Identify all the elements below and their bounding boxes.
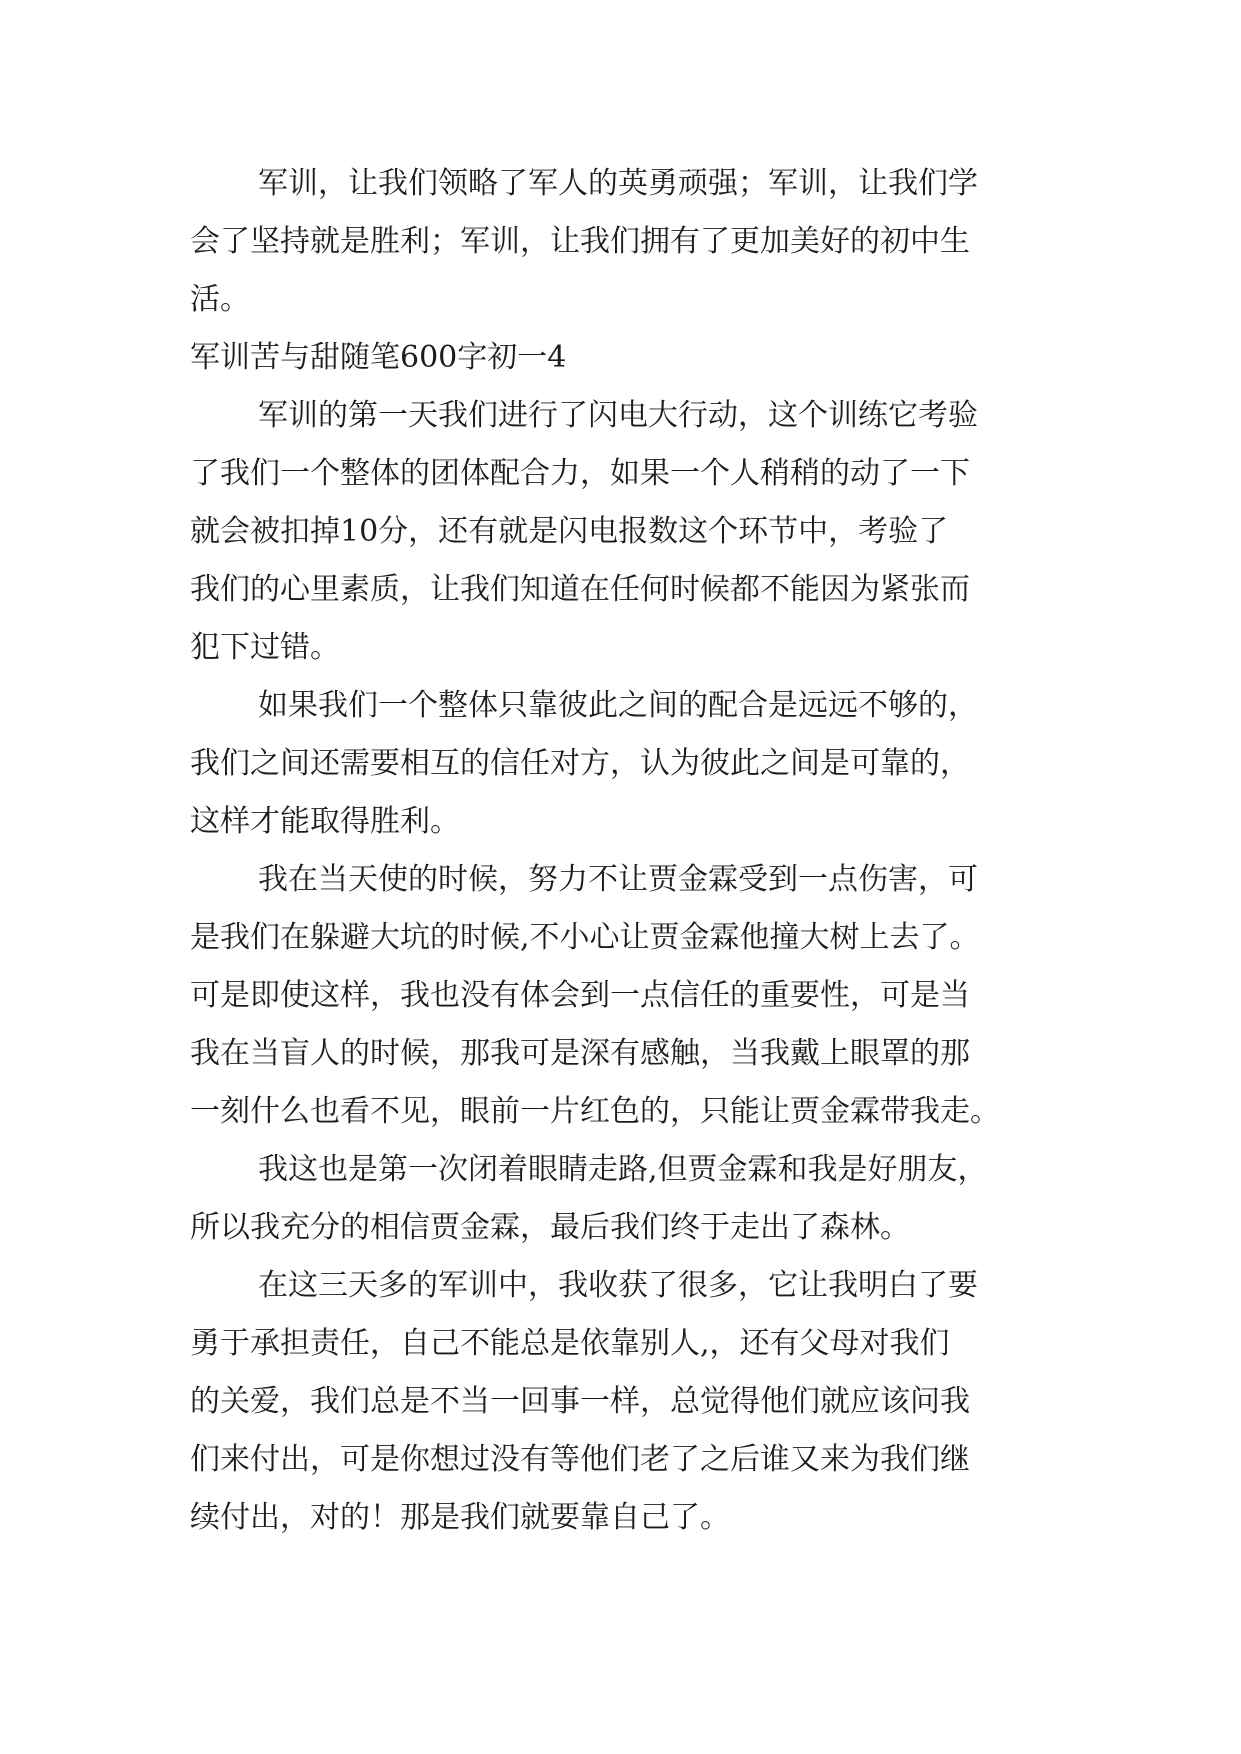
paragraph-6-line-4: 们来付出，可是你想过没有等他们老了之后谁又来为我们继 [190, 1442, 970, 1477]
paragraph-5-line-1: 我这也是第一次闭着眼睛走路,但贾金霖和我是好朋友， [258, 1152, 988, 1187]
paragraph-1-line-3: 活。 [190, 282, 250, 317]
paragraph-2-line-4: 我们的心里素质，让我们知道在任何时候都不能因为紧张而 [190, 572, 970, 607]
paragraph-5-line-2: 所以我充分的相信贾金霖，最后我们终于走出了森林。 [190, 1210, 910, 1245]
paragraph-4-line-2: 是我们在躲避大坑的时候,不小心让贾金霖他撞大树上去了。 [190, 920, 980, 955]
paragraph-4-line-4: 我在当盲人的时候，那我可是深有感触，当我戴上眼罩的那 [190, 1036, 970, 1071]
paragraph-1-line-2: 会了坚持就是胜利；军训，让我们拥有了更加美好的初中生 [190, 224, 970, 259]
paragraph-6-line-2: 勇于承担责任，自己不能总是依靠别人,，还有父母对我们 [190, 1326, 950, 1361]
paragraph-4-line-3: 可是即使这样，我也没有体会到一点信任的重要性，可是当 [190, 978, 970, 1013]
paragraph-2-line-1: 军训的第一天我们进行了闪电大行动，这个训练它考验 [258, 398, 978, 433]
section-heading: 军训苦与甜随笔600字初一4 [190, 340, 567, 375]
paragraph-6-line-3: 的关爱，我们总是不当一回事一样，总觉得他们就应该问我 [190, 1384, 970, 1419]
paragraph-2-line-3: 就会被扣掉10分，还有就是闪电报数这个环节中，考验了 [190, 514, 949, 549]
paragraph-6-line-1: 在这三天多的军训中，我收获了很多，它让我明白了要 [258, 1268, 978, 1303]
paragraph-4-line-1: 我在当天使的时候，努力不让贾金霖受到一点伤害，可 [258, 862, 978, 897]
paragraph-3-line-1: 如果我们一个整体只靠彼此之间的配合是远远不够的， [258, 688, 978, 723]
paragraph-6-line-5: 续付出，对的！那是我们就要靠自己了。 [190, 1500, 730, 1535]
paragraph-1-line-1: 军训，让我们领略了军人的英勇顽强；军训，让我们学 [258, 166, 978, 201]
paragraph-2-line-2: 了我们一个整体的团体配合力，如果一个人稍稍的动了一下 [190, 456, 970, 491]
paragraph-3-line-3: 这样才能取得胜利。 [190, 804, 460, 839]
paragraph-3-line-2: 我们之间还需要相互的信任对方，认为彼此之间是可靠的， [190, 746, 970, 781]
paragraph-2-line-5: 犯下过错。 [190, 630, 340, 665]
paragraph-4-line-5: 一刻什么也看不见，眼前一片红色的，只能让贾金霖带我走。 [190, 1094, 1000, 1129]
